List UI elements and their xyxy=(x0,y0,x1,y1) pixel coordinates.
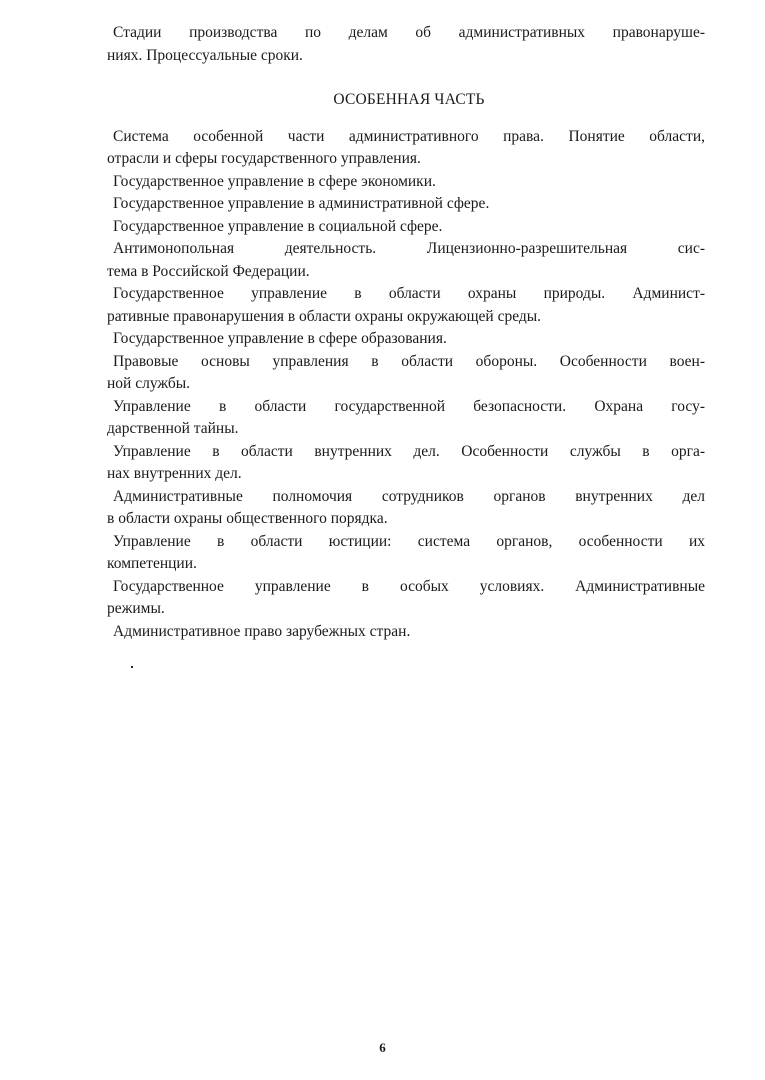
page-content xyxy=(107,22,705,643)
item-line-2: отрасли и сферы государственного управления. xyxy=(107,150,421,167)
item-line-1: Государственное управление в особых условиях. Административные xyxy=(113,577,705,595)
item-line-1: Административное право зарубежных стран. xyxy=(113,622,411,640)
list-item xyxy=(107,126,705,171)
section-title: ОСОБЕННАЯ ЧАСТЬ xyxy=(333,91,485,108)
list-item xyxy=(107,396,705,441)
list-item xyxy=(113,216,705,239)
item-line-1: Государственное управление в сфере образования. xyxy=(113,330,447,347)
intro-line-1: Стадии производства по делам об административных правонаруше- xyxy=(113,24,705,41)
item-line-2: режимы. xyxy=(107,600,165,617)
item-line-1: Государственное управление в области охраны природы. Админист- xyxy=(113,285,705,302)
item-line-2: ративные правонарушения в области охраны окружающей среды. xyxy=(107,307,542,325)
list-item xyxy=(107,238,705,283)
item-line-1: Государственное управление в социальной сфере. xyxy=(113,217,443,235)
item-line-2: в области охраны общественного порядка. xyxy=(107,510,388,527)
item-line-2: нах внутренних дел. xyxy=(107,465,242,482)
list-item xyxy=(107,351,705,396)
list-item xyxy=(107,576,705,621)
list-item xyxy=(107,283,705,328)
intro-line-2: ниях. Процессуальные сроки. xyxy=(107,46,303,64)
item-line-2: тема в Российской Федерации. xyxy=(107,262,310,280)
item-line-1: Государственное управление в сфере экономики. xyxy=(113,172,436,190)
item-line-2: дарственной тайны. xyxy=(107,420,239,437)
item-line-2: компетенции. xyxy=(107,555,197,572)
intro-paragraph xyxy=(107,22,705,67)
item-list xyxy=(107,126,705,644)
item-line-1: Управление в области юстиции: система органов, особенности их xyxy=(113,532,705,550)
list-item xyxy=(113,171,705,194)
item-line-1: Система особенной части административного права. Понятие области, xyxy=(113,127,705,145)
item-line-1: Правовые основы управления в области обороны. Особенности воен- xyxy=(113,352,705,370)
list-item xyxy=(107,531,705,576)
item-line-1: Государственное управление в административной сфере. xyxy=(113,195,490,212)
item-line-1: Административные полномочия сотрудников органов внутренних дел xyxy=(113,487,705,505)
list-item xyxy=(107,486,705,531)
item-line-1: Антимонопольная деятельность. Лицензионно-разрешительная сис- xyxy=(113,240,705,257)
item-line-2: ной службы. xyxy=(107,375,191,392)
stray-mark xyxy=(131,666,133,668)
list-item xyxy=(113,621,705,644)
item-line-1: Управление в области государственной безопасности. Охрана госу- xyxy=(113,397,705,415)
page-number: 6 xyxy=(379,1040,386,1055)
list-item xyxy=(107,441,705,486)
item-line-1: Управление в области внутренних дел. Особенности службы в орга- xyxy=(113,442,705,460)
list-item xyxy=(113,328,705,351)
list-item xyxy=(113,193,705,216)
